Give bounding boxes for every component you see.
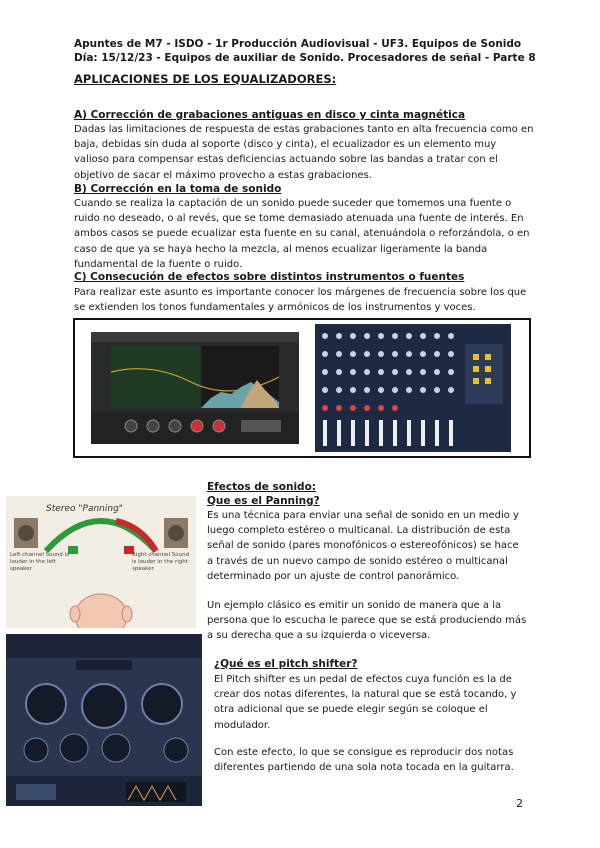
effects-heading: Efectos de sonido: [207,481,316,493]
mixer-image [315,324,511,452]
pitch-paragraph-2: Con este efecto, lo que se consigue es reproducir dos notas diferentes partiendo de una sola nota tocada en la guitarra. [214,747,514,774]
doc-header-line2: Día: 15/12/23 - Equipos de auxiliar de Sonido. Procesadores de señal - Parte 8 [74,52,536,64]
equalizer-images-frame [73,318,531,458]
pitch-paragraph-1: El Pitch shifter es un pedal de efectos cuya función es la de crear dos notas diferentes, la natural que se está tocando, y otra adicional que se puede elegir según se coloque el modulador. [214,674,517,731]
section-c-heading: C) Consecución de efectos sobre distintos instrumentos o fuentes [74,271,465,283]
section-a-heading: A) Corrección de grabaciones antiguas en disco y cinta magnética [74,109,466,121]
section-a-body: Dadas las limitaciones de respuesta de estas grabaciones tanto en alta frecuencia como en baja, debidas sin duda al soporte (disco y cinta), el ecualizador es un elemento muy valioso para compensar estas deficiencias actuando sobre las bandas a tratar con el objetivo de sacar el máximo provecho a estas grabaciones. [74,124,534,181]
panning-heading: Que es el Panning? [207,495,320,507]
eq-plugin-image [91,332,299,444]
stereo-left-label: Left channel Sound is louder in the left speaker [10,552,70,572]
stereo-panning-image [6,496,196,628]
section-b-body: Cuando se realiza la captación de un sonido puede suceder que tomemos una fuente o ruido no deseado, o al revés, que se tome demasiado atenuada una fuente de interés. En ambos casos se puede ecualizar esta fuente en su canal, atenuándola o reforzándola, o en caso de que ya se haya hecho la mezcla, al menos ecualizar ligeramente la banda fundamental de la fuente o ruido. [74,198,530,270]
page-title: APLICACIONES DE LOS EQUALIZADORES: [74,72,337,86]
doc-header-line1: Apuntes de M7 - ISDO - 1r Producción Audiovisual - UF3. Equipos de Sonido [74,38,522,50]
page-number: 2 [516,797,523,810]
panning-paragraph-1: Es una técnica para enviar una señal de sonido en un medio y luego completo estéreo o multicanal. La distribución de esta señal de sonido (pares monofónicos o estereofónicos) se hace a través de un nuevo campo de sonido estéreo o multicanal determinado por un ajuste de control panorámico. [207,510,519,582]
plugin-knobs [6,634,202,806]
panning-paragraph-2: Un ejemplo clásico es emitir un sonido de manera que a la persona que lo escucha le parece que se está produciendo más a su derecha que a su izquierda o viceversa. [207,600,527,642]
pitch-shifter-heading: ¿Qué es el pitch shifter? [214,658,358,670]
stereo-image-title: Stereo "Panning" [46,504,123,514]
stereo-right-label: Right channel Sound is louder in the right speaker [132,552,190,572]
section-b-heading: B) Corrección en la toma de sonido [74,183,282,195]
pitch-plugin-image [6,634,202,806]
section-c-body: Para realizar este asunto es importante conocer los márgenes de frecuencia sobre los que se extienden los tonos fundamentales y armónicos de los instrumentos y voces. [74,287,527,314]
